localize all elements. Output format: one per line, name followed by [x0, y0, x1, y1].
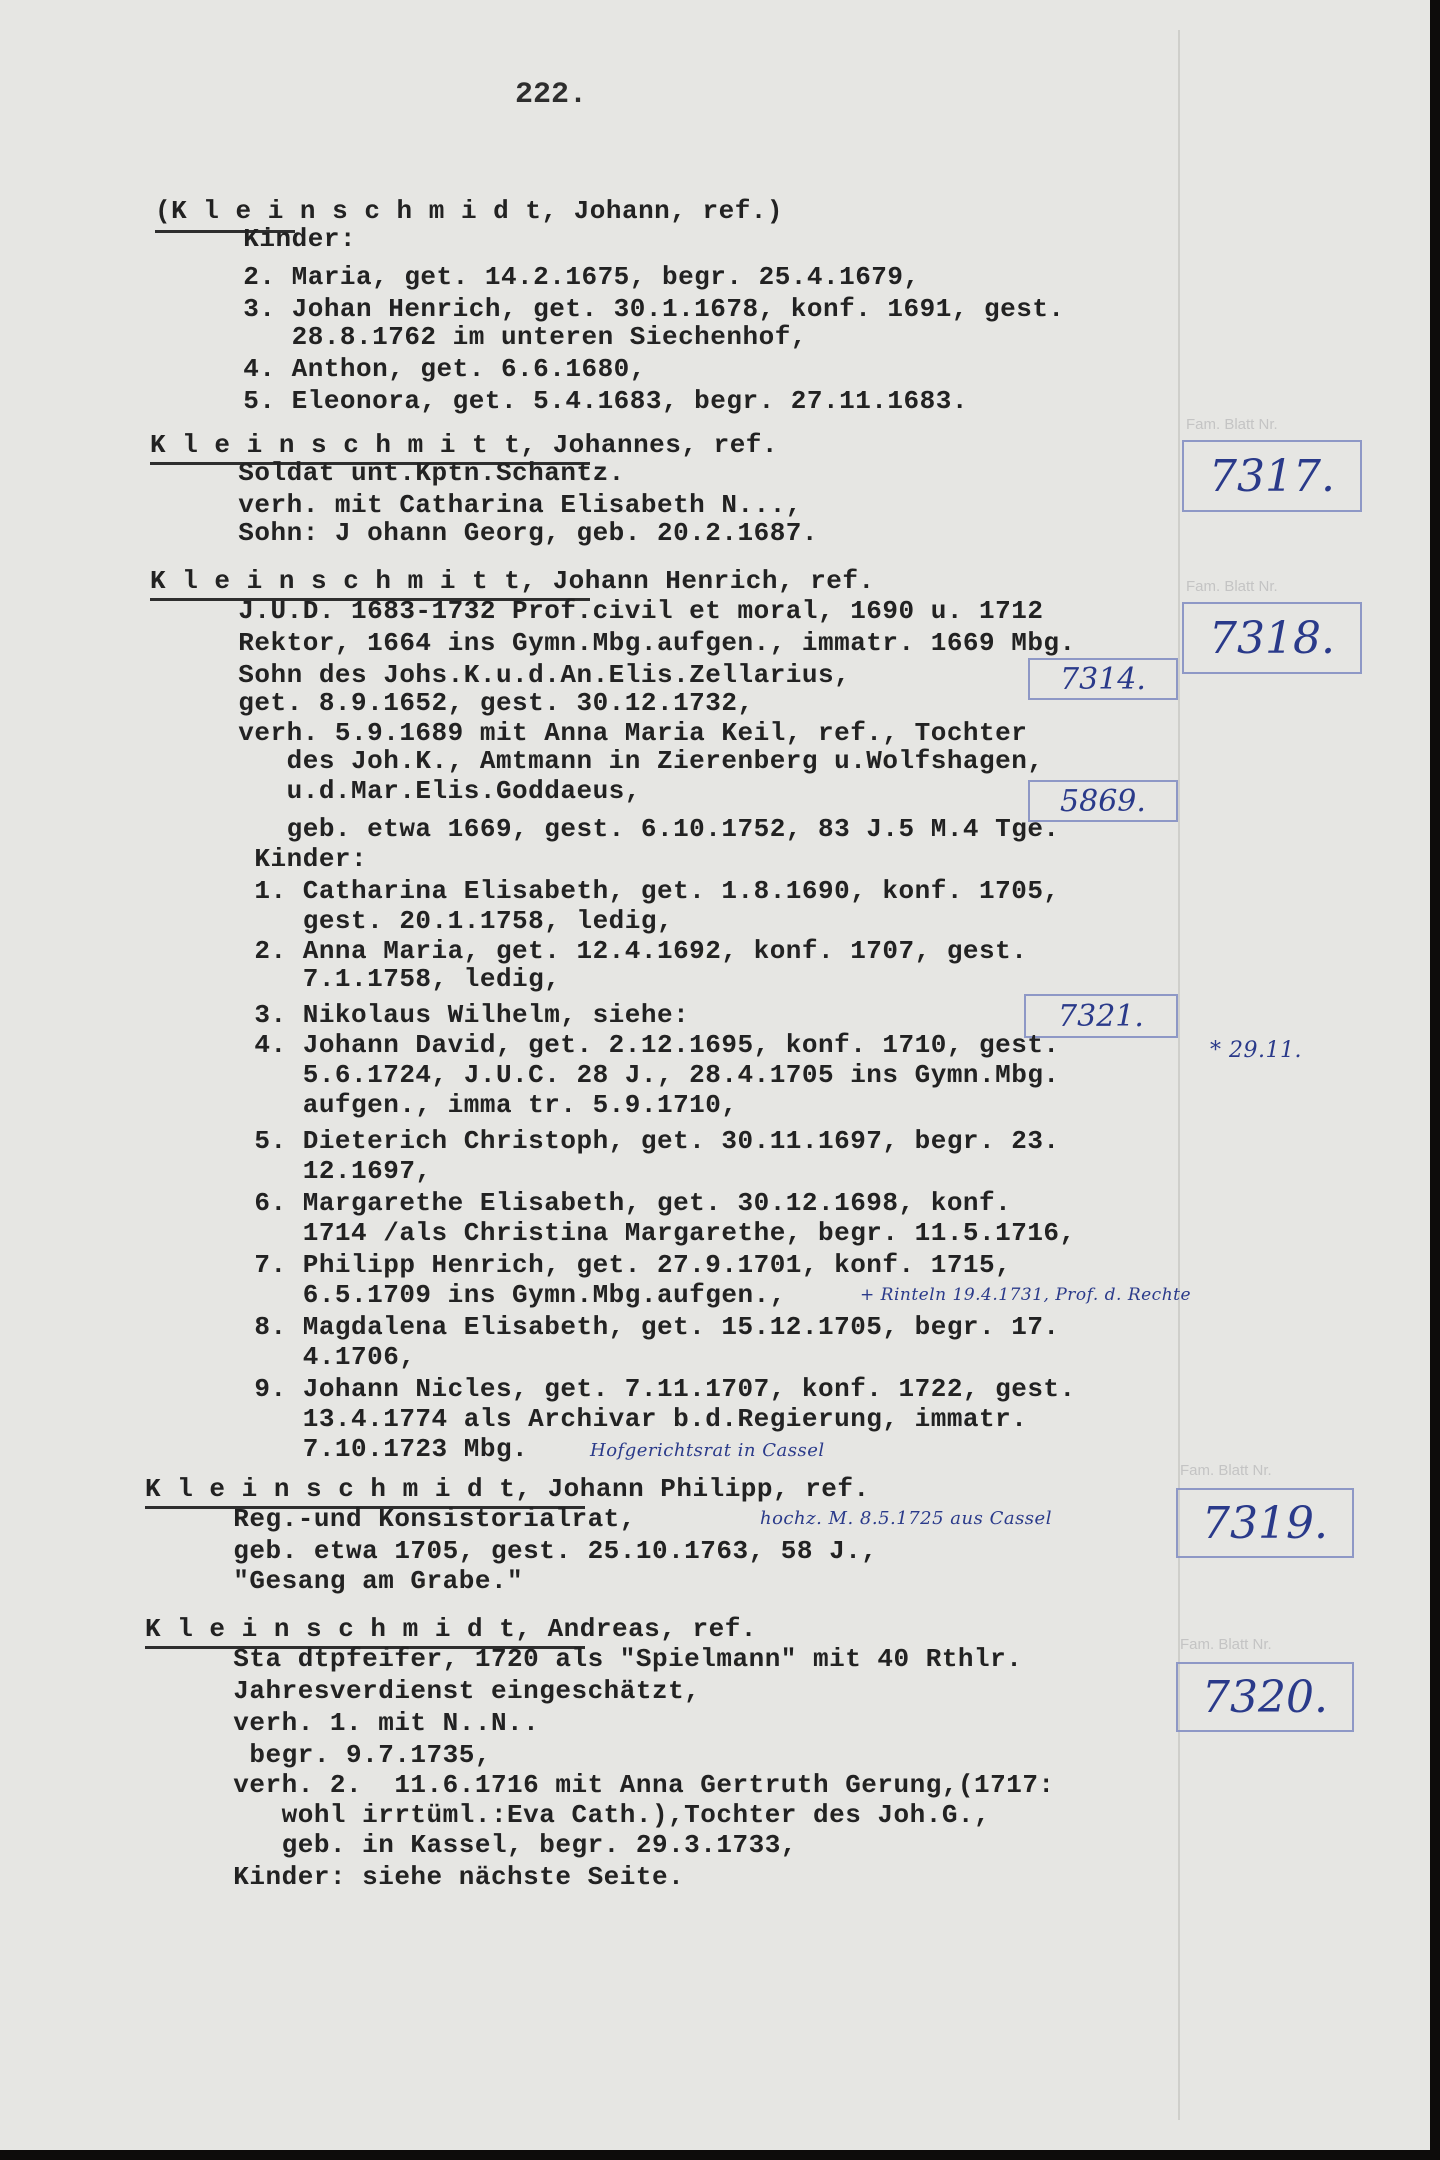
- entry-line: 1714 /als Christina Margarethe, begr. 11.5.1716,: [190, 1218, 1076, 1248]
- entry-line: 7.10.1723 Mbg.: [190, 1434, 529, 1464]
- entry-line: 5.6.1724, J.U.C. 28 J., 28.4.1705 ins Gymn.Mbg.: [190, 1060, 1060, 1090]
- handwritten-note: + Rinteln 19.4.1731, Prof. d. Rechte: [860, 1285, 1192, 1305]
- entry-line: 28.8.1762 im unteren Siechenhof,: [195, 322, 807, 352]
- entry-line: begr. 9.7.1735,: [185, 1740, 491, 1770]
- entry-line: 12.1697,: [190, 1156, 432, 1186]
- entry-heading-johann-henrich: K l e i n s c h m i t t, Johann Henrich, ref.: [150, 566, 875, 596]
- entry-line: geb. etwa 1669, gest. 6.10.1752, 83 J.5 M.4 Tge.: [190, 814, 1060, 844]
- ref-child-box: 7321.: [1024, 994, 1178, 1038]
- entry-line: des Joh.K., Amtmann in Zierenberg u.Wolfshagen,: [190, 746, 1044, 776]
- entry-line: aufgen., imma tr. 5.9.1710,: [190, 1090, 738, 1120]
- fam-blatt-label: Fam. Blatt Nr.: [1180, 1462, 1272, 1479]
- entry-line: verh. mit Catharina Elisabeth N...,: [190, 490, 802, 520]
- entry-heading-andreas: K l e i n s c h m i d t, Andreas, ref.: [145, 1614, 757, 1644]
- ref-wife-box: 5869.: [1028, 780, 1178, 822]
- entry-line: 5. Dieterich Christoph, get. 30.11.1697, begr. 23.: [190, 1126, 1060, 1156]
- entry-line: "Gesang am Grabe.": [185, 1566, 524, 1596]
- entry-line: Sohn des Johs.K.u.d.An.Elis.Zellarius,: [190, 660, 851, 690]
- page-number: 222.: [515, 78, 588, 112]
- ref-father-box: 7314.: [1028, 658, 1178, 700]
- handwritten-note: hochz. M. 8.5.1725 aus Cassel: [760, 1508, 1052, 1529]
- entry-heading-johann: (K l e i n s c h m i d t, Johann, ref.): [155, 196, 783, 226]
- entry-heading-johann-philipp: K l e i n s c h m i d t, Johann Philipp, ref.: [145, 1474, 870, 1504]
- entry-line: Jahresverdienst eingeschätzt,: [185, 1676, 701, 1706]
- handwritten-note: * 29.11.: [1210, 1038, 1302, 1063]
- entry-line: gest. 20.1.1758, ledig,: [190, 906, 674, 936]
- entry-line: 8. Magdalena Elisabeth, get. 15.12.1705, begr. 17.: [190, 1312, 1060, 1342]
- entry-line: 4. Anthon, get. 6.6.1680,: [195, 354, 646, 384]
- entry-line: 3. Johan Henrich, get. 30.1.1678, konf. 1691, gest.: [195, 294, 1065, 324]
- entry-line: Kinder:: [195, 224, 357, 254]
- entry-heading-johannes: K l e i n s c h m i t t, Johannes, ref.: [150, 430, 778, 460]
- fam-blatt-number: 7320.: [1176, 1662, 1354, 1732]
- entry-line: 2. Maria, get. 14.2.1675, begr. 25.4.1679,: [195, 262, 920, 292]
- entry-line: geb. etwa 1705, gest. 25.10.1763, 58 J.,: [185, 1536, 878, 1566]
- entry-line: Sta dtpfeifer, 1720 als "Spielmann" mit 40 Rthlr.: [185, 1644, 1023, 1674]
- entry-line: verh. 5.9.1689 mit Anna Maria Keil, ref., Tochter: [190, 718, 1028, 748]
- entry-line: 7.1.1758, ledig,: [190, 964, 561, 994]
- entry-line: 5. Eleonora, get. 5.4.1683, begr. 27.11.1683.: [195, 386, 968, 416]
- entry-line: Kinder:: [190, 844, 368, 874]
- entry-line: 7. Philipp Henrich, get. 27.9.1701, konf. 1715,: [190, 1250, 1012, 1280]
- entry-line: verh. 1. mit N..N..: [185, 1708, 540, 1738]
- entry-line: J.U.D. 1683-1732 Prof.civil et moral, 1690 u. 1712: [190, 596, 1044, 626]
- entry-line: verh. 2. 11.6.1716 mit Anna Gertruth Gerung,(1717:: [185, 1770, 1055, 1800]
- entry-line: 4.1706,: [190, 1342, 416, 1372]
- entry-line: 3. Nikolaus Wilhelm, siehe:: [190, 1000, 690, 1030]
- entry-line: 1. Catharina Elisabeth, get. 1.8.1690, konf. 1705,: [190, 876, 1060, 906]
- entry-line: get. 8.9.1652, gest. 30.12.1732,: [190, 688, 754, 718]
- entry-line: 4. Johann David, get. 2.12.1695, konf. 1710, gest.: [190, 1030, 1060, 1060]
- handwritten-note: Hofgerichtsrat in Cassel: [590, 1440, 825, 1461]
- entry-line: Sohn: J ohann Georg, geb. 20.2.1687.: [190, 518, 818, 548]
- entry-line: Soldat unt.Kptn.Schantz.: [190, 458, 625, 488]
- entry-line: wohl irrtüml.:Eva Cath.),Tochter des Joh.G.,: [185, 1800, 991, 1830]
- entry-line: Kinder: siehe nächste Seite.: [185, 1862, 685, 1892]
- entry-line: 9. Johann Nicles, get. 7.11.1707, konf. 1722, gest.: [190, 1374, 1076, 1404]
- fam-blatt-number: 7317.: [1182, 440, 1362, 512]
- fam-blatt-label: Fam. Blatt Nr.: [1186, 578, 1278, 595]
- scan-edge: [0, 2150, 1440, 2160]
- fam-blatt-number: 7319.: [1176, 1488, 1354, 1558]
- entry-line: 2. Anna Maria, get. 12.4.1692, konf. 1707, gest.: [190, 936, 1028, 966]
- entry-line: geb. in Kassel, begr. 29.3.1733,: [185, 1830, 797, 1860]
- entry-line: 6.5.1709 ins Gymn.Mbg.aufgen.,: [190, 1280, 786, 1310]
- entry-line: 6. Margarethe Elisabeth, get. 30.12.1698, konf.: [190, 1188, 1012, 1218]
- entry-line: u.d.Mar.Elis.Goddaeus,: [190, 776, 641, 806]
- margin-rule: [1178, 30, 1180, 2120]
- fam-blatt-number: 7318.: [1182, 602, 1362, 674]
- entry-line: 13.4.1774 als Archivar b.d.Regierung, immatr.: [190, 1404, 1028, 1434]
- fam-blatt-label: Fam. Blatt Nr.: [1186, 416, 1278, 433]
- entry-line: Rektor, 1664 ins Gymn.Mbg.aufgen., immatr. 1669 Mbg.: [190, 628, 1076, 658]
- fam-blatt-label: Fam. Blatt Nr.: [1180, 1636, 1272, 1653]
- entry-line: Reg.-und Konsistorialrat,: [185, 1504, 636, 1534]
